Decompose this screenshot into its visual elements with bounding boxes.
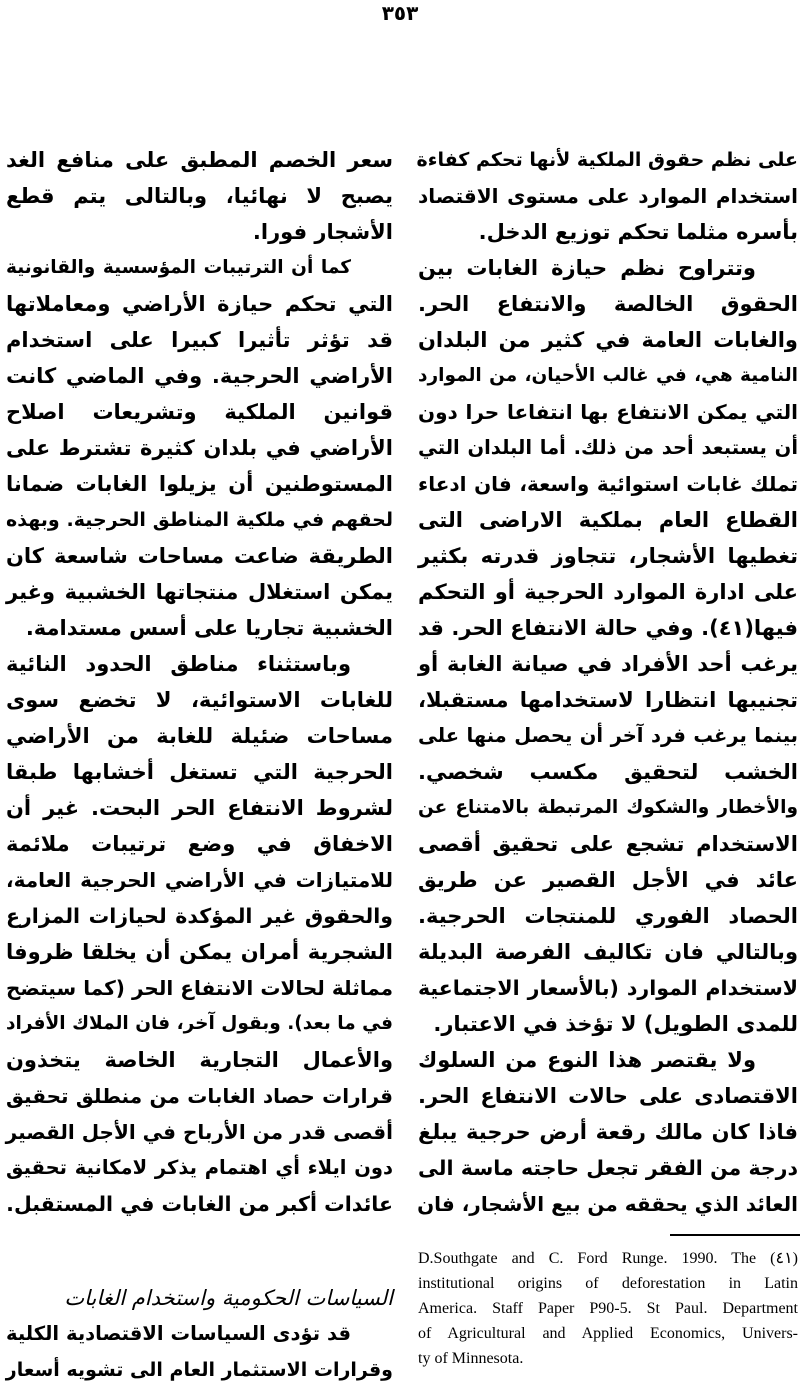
- text-line: درجة من الفقر تجعل حاجته ماسة الى: [418, 1156, 798, 1180]
- text-line: الحصاد الفوري للمنتجات الحرجية.: [418, 904, 798, 928]
- text-line: في ما بعد). وبقول آخر، فان الملاك الأفراد: [6, 1013, 393, 1034]
- text-line: العائد الذي يحققه من بيع الأشجار، فان: [417, 1192, 798, 1216]
- footnote: [418, 1246, 798, 1371]
- text-line: وباستثناء مناطق الحدود النائية: [6, 652, 351, 676]
- footnote-line: of Agricultural and Applied Economics, Univers-: [418, 1325, 798, 1342]
- page-number: ٣٥٣: [381, 1, 419, 25]
- text-line: الاستخدام تشجع على تحقيق أقصى: [418, 832, 798, 856]
- text-line: كما أن الترتيبات المؤسسية والقانونية: [6, 257, 351, 278]
- text-line: استخدام الموارد على مستوى الاقتصاد: [418, 184, 798, 208]
- text-line: قد تؤدى السياسات الاقتصادية الكلية: [6, 1322, 351, 1345]
- text-line: وبالتالي فان تكاليف الفرصة البديلة: [418, 940, 798, 964]
- text-line: تجنيبها انتظارا لاستخدامها مستقبلا،: [418, 688, 798, 712]
- text-line: والغابات العامة في كثير من البلدان: [418, 328, 798, 352]
- text-line: أن يستبعد أحد من ذلك. أما البلدان التي: [418, 436, 798, 459]
- text-line: الأراضي في بلدان كثيرة تشترط على: [6, 436, 393, 460]
- text-line: القطاع العام بملكية الاراضى التى: [418, 508, 798, 532]
- text-line: بأسره مثلما تحكم توزيع الدخل.: [478, 220, 798, 244]
- text-line: يرغب أحد الأفراد في صيانة الغابة أو: [418, 652, 798, 676]
- text-line: عائد في الأجل القصير عن طريق: [418, 868, 798, 892]
- text-line: التي يمكن الانتفاع بها انتفاعا حرا دون: [418, 400, 798, 424]
- text-line: يمكن استغلال منتجاتها الخشبية وغير: [6, 580, 393, 604]
- text-line: تغطيها الأشجار، تتجاوز قدرته بكثير: [418, 544, 798, 568]
- text-line: لشروط الانتفاع الحر البحت. غير أن: [6, 796, 393, 820]
- footnote-line: D.Southgate and C. Ford Runge. 1990. The (٤١): [418, 1250, 798, 1267]
- text-line: قرارات حصاد الغابات من منطلق تحقيق: [6, 1084, 393, 1108]
- text-line: أقصى قدر من الأرباح في الأجل القصير: [5, 1120, 393, 1144]
- text-line: مساحات ضئيلة للغابة من الأراضي: [6, 724, 393, 748]
- text-line: قد تؤثر تأثيرا كبيرا على استخدام: [6, 328, 393, 352]
- section-heading: السياسات الحكومية واستخدام الغابات: [64, 1286, 393, 1310]
- text-line: المستوطنين أن يزيلوا الغابات ضمانا: [6, 472, 393, 496]
- text-line: للغابات الاستوائية، لا تخضع سوى: [6, 688, 393, 712]
- text-line: دون ايلاء أي اهتمام يذكر لامكانية تحقيق: [6, 1156, 393, 1179]
- text-line: عائدات أكبر من الغابات في المستقبل.: [6, 1192, 393, 1216]
- text-line: لحقهم في ملكية المناطق الحرجية. وبهذه: [6, 509, 393, 531]
- text-line: فاذا كان مالك رقعة أرض حرجية يبلغ: [418, 1120, 798, 1144]
- text-line: لاستخدام الموارد (بالأسعار الاجتماعية: [418, 976, 798, 1000]
- text-line: وتتراوح نظم حيازة الغابات بين: [418, 256, 756, 280]
- text-line: تملك غابات استوائية واسعة، فان ادعاء: [418, 472, 798, 496]
- text-line: مماثلة لحالات الانتفاع الحر (كما سيتضح: [6, 976, 393, 1000]
- footnote-separator: [670, 1234, 800, 1236]
- text-line: الحقوق الخالصة والانتفاع الحر.: [418, 292, 798, 316]
- text-line: على نظم حقوق الملكية لأنها تحكم كفاءة: [416, 149, 798, 171]
- text-line: على ادارة الموارد الحرجية أو التحكم: [418, 580, 798, 604]
- text-line: الخشبية تجاريا على أسس مستدامة.: [25, 616, 393, 640]
- text-line: ولا يقتصر هذا النوع من السلوك: [418, 1048, 756, 1072]
- text-line: للمدى الطويل) لا تؤخذ في الاعتبار.: [433, 1012, 798, 1036]
- text-line: الخشب لتحقيق مكسب شخصي.: [418, 760, 798, 784]
- text-line: والحقوق غير المؤكدة لحيازات المزارع: [6, 904, 393, 928]
- text-line: قوانين الملكية وتشريعات اصلاح: [6, 400, 393, 424]
- text-line: الاخفاق في وضع ترتيبات ملائمة: [6, 832, 393, 856]
- text-line: الطريقة ضاعت مساحات شاسعة كان: [6, 544, 393, 568]
- text-line: النامية هي، في غالب الأحيان، من الموارد: [418, 365, 798, 386]
- text-line: والأعمال التجارية الخاصة يتخذون: [6, 1048, 393, 1072]
- text-line: الأراضي الحرجية. وفي الماضي كانت: [6, 364, 393, 388]
- text-line: فيها(٤١). وفي حالة الانتفاع الحر. قد: [418, 616, 798, 640]
- footnote-line: America. Staff Paper P90-5. St Paul. Department: [418, 1300, 798, 1317]
- text-line: سعر الخصم المطبق على منافع الغد: [6, 148, 393, 172]
- text-line: يصبح لا نهائيا، وبالتالى يتم قطع: [6, 184, 393, 208]
- text-line: الحرجية التي تستغل أخشابها طبقا: [6, 760, 393, 784]
- text-line: الاقتصادى على حالات الانتفاع الحر.: [418, 1084, 798, 1108]
- text-line: والأخطار والشكوك المرتبطة بالامتناع عن: [418, 797, 798, 818]
- text-line: وقرارات الاستثمار العام الى تشويه أسعار: [5, 1359, 393, 1381]
- text-line: التي تحكم حيازة الأراضي ومعاملاتها: [6, 292, 393, 316]
- text-line: الأشجار فورا.: [252, 220, 393, 244]
- footnote-line: institutional origins of deforestation in Latin: [418, 1275, 798, 1292]
- footnote-line: ty of Minnesota.: [418, 1350, 524, 1367]
- text-line: بينما يرغب فرد آخر أن يحصل منها على: [418, 724, 798, 747]
- text-line: للامتيازات في الأراضي الحرجية العامة،: [6, 868, 393, 892]
- text-line: الشجرية أمران يمكن أن يخلقا ظروفا: [6, 940, 393, 964]
